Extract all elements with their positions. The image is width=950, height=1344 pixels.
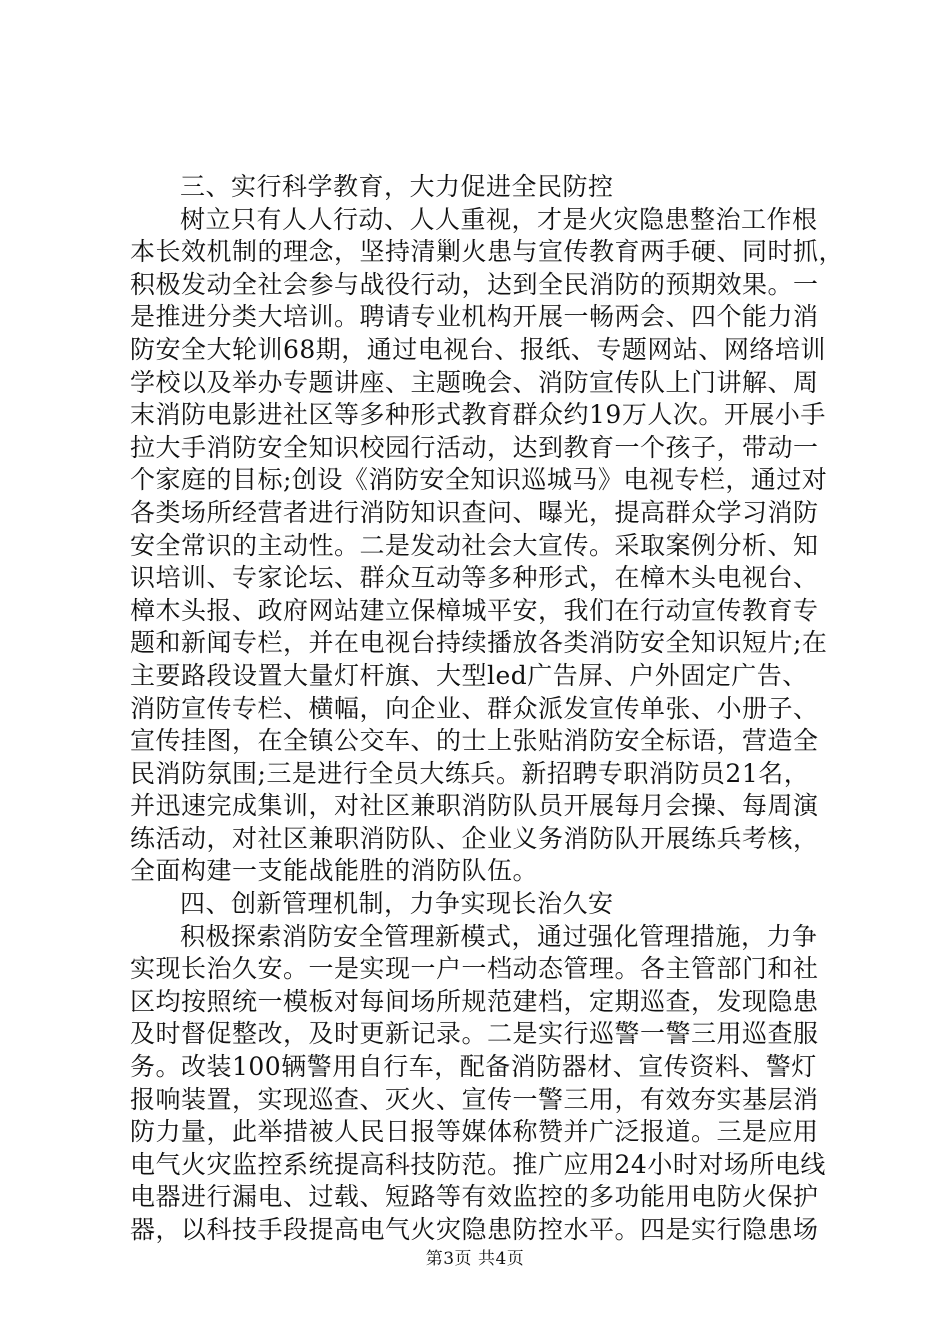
page-footer: 第3页 共4页 <box>425 1249 525 1269</box>
paragraph-line: 实现长治久安。一是实现一户一档动态管理。各主管部门和社 <box>130 954 819 984</box>
section-heading: 三、实行科学教育，大力促进全民防控 <box>180 172 614 201</box>
paragraph-line: 本长效机制的理念，坚持清剿火患与宣传教育两手硬、同时抓， <box>130 237 845 267</box>
paragraph-line: 拉大手消防安全知识校园行活动，达到教育一个孩子，带动一 <box>130 432 819 462</box>
paragraph-line: 樟木头报、政府网站建立保樟城平安，我们在行动宣传教育专 <box>130 595 819 625</box>
paragraph-line: 宣传挂图，在全镇公交车、的士上张贴消防安全标语，营造全 <box>130 726 819 756</box>
paragraph-line: 练活动，对社区兼职消防队、企业义务消防队开展练兵考核， <box>130 823 819 853</box>
paragraph-line: 防力量，此举措被人民日报等媒体称赞并广泛报道。三是应用 <box>130 1117 819 1147</box>
paragraph-line: 学校以及举办专题讲座、主题晚会、消防宣传队上门讲解、周 <box>130 367 819 397</box>
paragraph-line: 务。改装100辆警用自行车，配备消防器材、宣传资料、警灯 <box>130 1052 817 1082</box>
paragraph-line: 题和新闻专栏，并在电视台持续播放各类消防安全知识短片;在 <box>130 628 828 658</box>
paragraph-line: 个家庭的目标;创设《消防安全知识巡城马》电视专栏，通过对 <box>130 465 828 495</box>
paragraph-line: 消防宣传专栏、横幅，向企业、群众派发宣传单张、小册子、 <box>130 693 819 723</box>
paragraph-line: 识培训、专家论坛、群众互动等多种形式，在樟木头电视台、 <box>130 563 819 593</box>
paragraph-line: 各类场所经营者进行消防知识查问、曝光，提高群众学习消防 <box>130 497 819 527</box>
paragraph-line: 是推进分类大培训。聘请专业机构开展一畅两会、四个能力消 <box>130 302 819 332</box>
paragraph-line: 报响装置，实现巡查、灭火、宣传一警三用，有效夯实基层消 <box>130 1084 819 1114</box>
paragraph-line: 并迅速完成集训，对社区兼职消防队员开展每月会操、每周演 <box>130 791 819 821</box>
paragraph-line: 民消防氛围;三是进行全员大练兵。新招聘专职消防员21名， <box>130 758 810 788</box>
paragraph-line: 树立只有人人行动、人人重视，才是火灾隐患整治工作根 <box>180 204 818 234</box>
paragraph-line: 区均按照统一模板对每间场所规范建档，定期巡查，发现隐患 <box>130 986 819 1016</box>
paragraph-line: 电器进行漏电、过载、短路等有效监控的多功能用电防火保护 <box>130 1182 819 1212</box>
paragraph-line: 积极探索消防安全管理新模式，通过强化管理措施，力争 <box>180 921 818 951</box>
paragraph-line: 器，以科技手段提高电气火灾隐患防控水平。四是实行隐患场 <box>130 1215 819 1244</box>
paragraph-line: 末消防电影进社区等多种形式教育群众约19万人次。开展小手 <box>130 400 826 430</box>
section-heading: 四、创新管理机制，力争实现长治久安 <box>180 889 614 919</box>
document-body <box>130 171 845 1247</box>
paragraph-line: 全面构建一支能战能胜的消防队伍。 <box>130 856 539 886</box>
paragraph-line: 安全常识的主动性。二是发动社会大宣传。采取案例分析、知 <box>130 530 819 560</box>
paragraph-line: 电气火灾监控系统提高科技防范。推广应用24小时对场所电线 <box>130 1149 826 1179</box>
paragraph-line: 积极发动全社会参与战役行动，达到全民消防的预期效果。一 <box>130 269 819 299</box>
paragraph-line: 主要路段设置大量灯杆旗、大型led广告屏、户外固定广告、 <box>130 660 808 690</box>
paragraph-line: 防安全大轮训68期，通过电视台、报纸、专题网站、网络培训 <box>130 334 826 364</box>
paragraph-line: 及时督促整改，及时更新记录。二是实行巡警一警三用巡查服 <box>130 1019 819 1049</box>
